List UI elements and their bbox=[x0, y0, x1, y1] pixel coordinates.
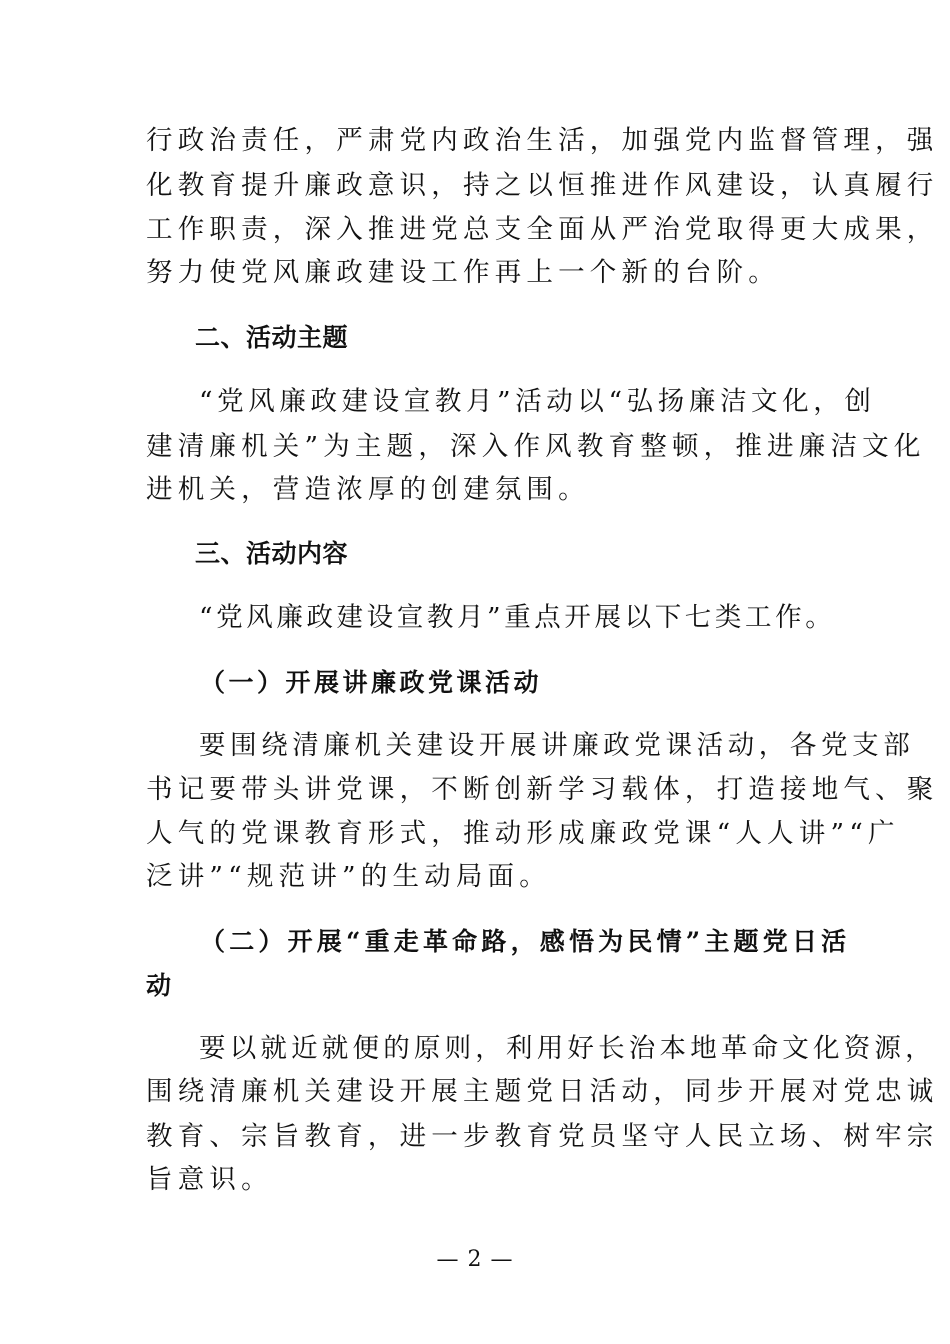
subsection-2-line-4: 旨意识。 bbox=[146, 1164, 273, 1195]
subsection-2-heading-line-2: 动 bbox=[146, 971, 175, 1000]
subsection-1-line-3: 人气的党课教育形式，推动形成廉政党课“人人讲”“广 bbox=[146, 818, 900, 849]
section-3-intro: “党风廉政建设宣教月”重点开展以下七类工作。 bbox=[199, 602, 836, 633]
subsection-2-line-3: 教育、宗旨教育，进一步教育党员坚守人民立场、树牢宗 bbox=[146, 1121, 939, 1152]
subsection-2-line-1: 要以就近就便的原则，利用好长治本地革命文化资源， bbox=[199, 1033, 936, 1064]
subsection-1-line-4: 泛讲”“规范讲”的生动局面。 bbox=[146, 861, 551, 892]
subsection-1-heading: （一）开展讲廉政党课活动 bbox=[200, 668, 543, 697]
intro-line-4: 努力使党风廉政建设工作再上一个新的台阶。 bbox=[146, 257, 780, 288]
subsection-1-line-2: 书记要带头讲党课，不断创新学习载体，打造接地气、聚 bbox=[146, 774, 939, 805]
subsection-1-line-1: 要围绕清廉机关建设开展讲廉政党课活动，各党支部 bbox=[199, 730, 915, 761]
section-2-heading: 二、活动主题 bbox=[195, 323, 349, 352]
intro-line-1: 行政治责任，严肃党内政治生活，加强党内监督管理，强 bbox=[146, 125, 939, 156]
section-3-heading: 三、活动内容 bbox=[195, 539, 349, 568]
section-2-line-1: “党风廉政建设宣教月”活动以“弘扬廉洁文化，创 bbox=[199, 386, 876, 417]
intro-line-2: 化教育提升廉政意识，持之以恒推进作风建设，认真履行 bbox=[146, 170, 939, 201]
section-2-line-3: 进机关，营造浓厚的创建氛围。 bbox=[146, 474, 590, 505]
section-2-line-2: 建清廉机关”为主题，深入作风教育整顿，推进廉洁文化 bbox=[146, 431, 926, 462]
subsection-2-line-2: 围绕清廉机关建设开展主题党日活动，同步开展对党忠诚 bbox=[146, 1076, 939, 1107]
subsection-2-heading-line-1: （二）开展“重走革命路，感悟为民情”主题党日活 bbox=[200, 927, 851, 956]
page-number: — 2 — bbox=[436, 1247, 514, 1272]
intro-line-3: 工作职责，深入推进党总支全面从严治党取得更大成果， bbox=[146, 214, 939, 245]
